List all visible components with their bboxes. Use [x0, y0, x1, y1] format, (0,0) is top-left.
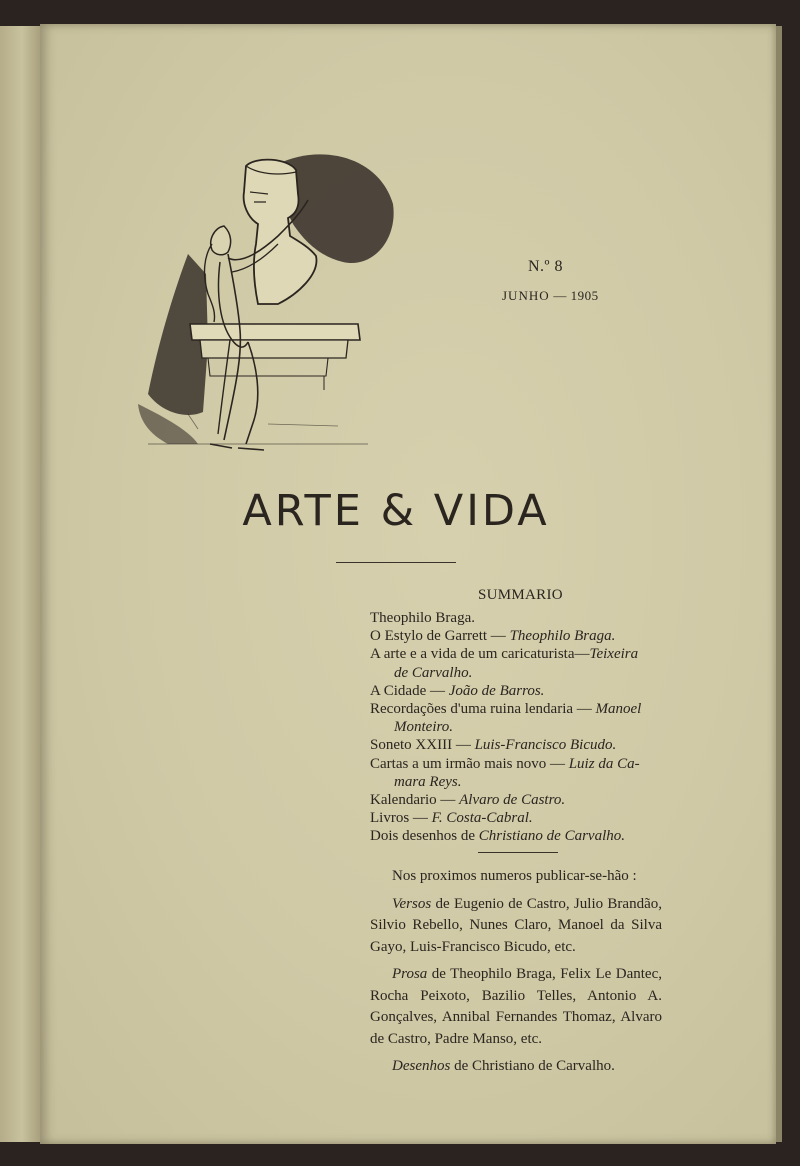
forthcoming-verses	[370, 894, 662, 959]
toc-entry	[370, 682, 668, 700]
toc-entry-title: Cartas a um irmão mais novo —	[370, 755, 569, 772]
toc-entry-author: Manoel	[595, 701, 642, 718]
verses-text: de Eugenio de Castro, Julio Brandão, Silvio Rebello, Nunes Claro, Manoel da Silva Gayo, Luis-Francisco Bicudo, etc.	[370, 895, 662, 955]
toc-entry	[370, 700, 668, 736]
page-edge-shadow	[776, 26, 782, 1142]
toc-entry-author: Teixeira	[589, 646, 639, 663]
prose-text: de Theophilo Braga, Felix Le Dantec, Rocha Peixoto, Bazilio Telles, Antonio A. Gonçalves, Annibal Fernandes Thomaz, Alvaro de Castro, Padre Manso, etc.	[370, 966, 662, 1047]
drawings-text: de Christiano de Carvalho.	[450, 1058, 615, 1074]
toc-entry-author: Alvaro de Castro.	[459, 792, 566, 809]
toc-entry-author: F. Costa-Cabral.	[431, 810, 533, 827]
issue-date-dash: —	[549, 288, 571, 303]
divider-rule	[336, 562, 456, 563]
issue-number: N.º 8	[528, 258, 564, 275]
toc-entry-title: Theophilo Braga.	[370, 610, 475, 626]
forthcoming-drawings	[370, 1056, 662, 1078]
summary-heading: SUMMARIO	[478, 587, 563, 603]
adjacent-page-edge	[0, 26, 40, 1142]
toc-entry-title: O Estylo de Garrett —	[370, 628, 510, 645]
toc-entry-title: Kalendario —	[370, 792, 460, 809]
toc-entry	[370, 791, 668, 809]
toc-entry-title: A arte e a vida de um caricaturista—	[370, 646, 590, 663]
toc-entry	[370, 755, 668, 791]
masthead-title: ARTE & VIDA	[242, 486, 550, 536]
toc-entry-author-cont: mara Reys.	[394, 773, 462, 790]
toc-entry	[370, 736, 668, 754]
toc-entry-title: Dois desenhos de	[370, 828, 479, 845]
forthcoming-intro: Nos proximos numeros publicar-se-hão :	[392, 868, 637, 884]
toc-entry	[370, 827, 668, 845]
toc-entry	[370, 809, 668, 827]
toc-entry-title: Recordações d'uma ruina lendaria —	[370, 701, 596, 718]
toc-entry-title: A Cidade —	[370, 682, 449, 699]
toc-entry-title: Livros —	[370, 810, 432, 827]
toc-entry	[370, 609, 668, 627]
toc-entry	[370, 645, 668, 681]
illustration-figure-with-bust	[128, 144, 398, 464]
forthcoming-notice	[370, 866, 662, 1084]
drawings-label: Desenhos	[392, 1058, 451, 1074]
toc-entry-author-cont: Monteiro.	[394, 719, 454, 736]
toc-entry-author: Theophilo Braga.	[509, 628, 616, 645]
toc-entry	[370, 627, 668, 645]
toc-entry-author: João de Barros.	[448, 682, 545, 699]
magazine-page	[40, 24, 776, 1144]
toc-entry-author-cont: de Carvalho.	[394, 664, 473, 681]
divider-rule	[478, 852, 558, 853]
issue-month: JUNHO	[502, 288, 550, 303]
toc-entry-author: Christiano de Carvalho.	[478, 828, 626, 845]
verses-label: Versos	[392, 895, 432, 912]
table-of-contents	[370, 609, 668, 846]
toc-entry-author: Luiz da Ca-	[568, 755, 640, 772]
prose-label: Prosa	[392, 966, 428, 982]
toc-entry-title: Soneto XXIII —	[370, 737, 475, 754]
toc-entry-author: Luis-Francisco Bicudo.	[474, 737, 617, 754]
issue-date	[502, 288, 599, 304]
forthcoming-prose	[370, 964, 662, 1050]
issue-year: 1905	[570, 288, 599, 303]
